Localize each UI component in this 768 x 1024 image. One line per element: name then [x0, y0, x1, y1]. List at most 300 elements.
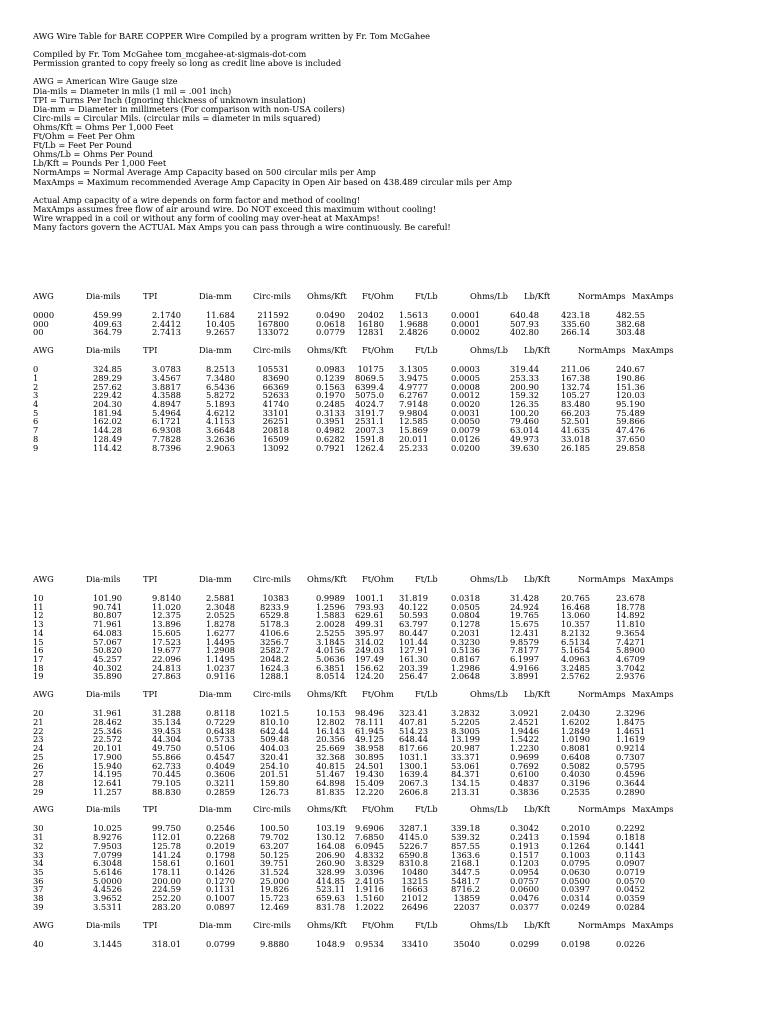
table-cell: 5.0636 [315, 654, 345, 665]
column-header: Dia-mm [199, 291, 232, 301]
table-cell: 32 [33, 840, 44, 851]
table-cell: 31 [33, 832, 44, 843]
wire-table-part-2 [0, 575, 768, 948]
table-cell: 23 [33, 734, 44, 745]
table-cell: 200.00 [151, 875, 181, 886]
table-cell: 11.810 [615, 619, 645, 630]
table-cell: 2606.8 [398, 786, 428, 797]
table-cell: 213.31 [450, 786, 480, 797]
table-cell: 3.0396 [354, 866, 384, 877]
table-cell: 12.585 [398, 416, 428, 427]
table-cell: 120.03 [615, 390, 645, 401]
table-cell: 20.356 [315, 734, 345, 745]
table-cell: 0.9989 [315, 593, 345, 603]
intro-line: Circ-mils = Circular Mils. (circular mils = diameter in mils squared) [33, 113, 321, 123]
table-cell: 0.2859 [205, 786, 235, 797]
table-cell: 3256.7 [259, 636, 289, 647]
column-header: Lb/Kft [524, 919, 551, 930]
column-header: AWG [33, 919, 54, 930]
table-cell: 19.430 [354, 769, 384, 780]
table-cell: 2.0028 [315, 619, 345, 630]
table-cell: 30 [33, 823, 44, 834]
intro-line: Ft/Lb = Feet Per Pound [33, 141, 132, 151]
table-cell: 133072 [257, 327, 289, 338]
table-cell: 523.11 [315, 884, 345, 895]
table-cell: 6.2767 [398, 390, 428, 401]
column-header: MaxAmps [632, 804, 674, 815]
table-cell: 13092 [262, 442, 289, 453]
column-header: Dia-mils [86, 689, 121, 700]
table-cell: 2.3048 [205, 601, 235, 612]
table-cell: 124.20 [354, 671, 384, 682]
table-cell: 15.605 [151, 627, 181, 638]
table-cell: 7.3480 [205, 372, 235, 383]
table-cell: 40.815 [315, 760, 345, 771]
table-cell: 83690 [262, 372, 289, 383]
table-cell: 126.35 [509, 399, 539, 410]
column-header: Ft/Ohm [362, 574, 394, 584]
table-cell: 45.257 [92, 654, 122, 665]
table-cell: 10175 [357, 364, 384, 375]
table-cell: 7.4271 [615, 636, 645, 647]
table-cell: 15.409 [354, 777, 384, 788]
table-cell: 0.1563 [315, 381, 345, 392]
table-cell: 126.73 [259, 786, 289, 797]
table-cell: 50.125 [259, 849, 289, 860]
table-cell: 12.220 [354, 786, 384, 797]
table-cell: 24.813 [151, 662, 181, 673]
table-cell: 98.496 [354, 708, 384, 719]
table-cell: 20.987 [450, 743, 480, 754]
column-header: Ft/Ohm [362, 804, 394, 815]
table-cell: 7.0799 [92, 849, 122, 860]
table-cell: 81.835 [315, 786, 345, 797]
column-header: Dia-mils [86, 345, 121, 356]
table-cell: 31.524 [259, 866, 289, 877]
table-cell: 55.866 [151, 751, 181, 762]
table-cell: 19.677 [151, 645, 181, 656]
table-cell: 2582.7 [259, 645, 289, 656]
table-cell: 16.143 [315, 725, 345, 736]
table-cell: 17.900 [92, 751, 122, 762]
table-cell: 141.24 [151, 849, 181, 860]
table-cell: 25 [33, 751, 44, 762]
table-cell: 3.7042 [615, 662, 645, 673]
column-header: Circ-mils [253, 291, 291, 301]
table-cell: 414.85 [315, 875, 345, 886]
table-cell: 100.20 [509, 407, 539, 418]
table-cell: 15.940 [92, 760, 122, 771]
table-cell: 0.1239 [315, 372, 345, 383]
table-cell: 10.357 [560, 619, 590, 630]
table-cell: 20402 [357, 310, 384, 320]
table-cell: 1.4651 [615, 725, 645, 736]
table-cell: 128.49 [92, 433, 122, 444]
table-cell: 20.765 [560, 593, 590, 603]
table-cell: 0.0126 [450, 433, 480, 444]
intro-line: Compiled by Fr. Tom McGahee tom_mcgahee-at-sigmais-dot-com [33, 50, 307, 60]
table-cell: 0.0377 [509, 901, 539, 912]
column-header-row [0, 805, 768, 815]
table-cell: 164.08 [315, 840, 345, 851]
table-cell: 0.0005 [450, 372, 480, 383]
table-cell: 63.207 [259, 840, 289, 851]
table-cell: 395.97 [354, 627, 384, 638]
table-cell: 33.371 [450, 751, 480, 762]
table-cell: 39.751 [259, 858, 289, 869]
intro-line: Dia-mils = Diameter in mils (1 mil = .001 inch) [33, 86, 232, 96]
table-cell: 1.4495 [205, 636, 235, 647]
table-cell: 12.375 [151, 610, 181, 621]
column-header: Ohms/Kft [307, 574, 347, 584]
table-cell: 364.79 [92, 327, 122, 338]
table-cell: 6590.8 [398, 849, 428, 860]
table-cell: 17 [33, 654, 44, 665]
table-cell: 9.6906 [354, 823, 384, 834]
table-cell: 810.10 [259, 716, 289, 727]
table-cell: 0.0314 [560, 893, 590, 904]
table-cell: 507.93 [509, 318, 539, 329]
intro-line: Lb/Kft = Pounds Per 1,000 Feet [33, 159, 167, 169]
table-cell: 0.1818 [615, 832, 645, 843]
table-cell: 4.0963 [560, 654, 590, 665]
table-cell: 0.0897 [205, 901, 235, 912]
table-cell: 0.1913 [509, 840, 539, 851]
table-cell: 260.90 [315, 858, 345, 869]
column-header: Circ-mils [253, 689, 291, 700]
table-cell: 101.90 [92, 593, 122, 603]
table-cell: 0.4596 [615, 769, 645, 780]
table-cell: 22037 [453, 901, 480, 912]
intro-line: MaxAmps assumes free flow of air around wire. Do NOT exceed this maximum without cooling! [33, 204, 437, 214]
table-cell: 8 [33, 433, 39, 444]
table-cell: 9.8880 [259, 938, 289, 949]
table-cell: 10.153 [315, 708, 345, 719]
table-cell: 16 [33, 645, 44, 656]
table-cell: 49.125 [354, 734, 384, 745]
column-header: Ft/Lb [415, 804, 438, 815]
table-cell: 99.750 [151, 823, 181, 834]
table-cell: 34 [33, 858, 44, 869]
table-cell: 15.869 [398, 425, 428, 436]
table-cell: 0.0954 [509, 866, 539, 877]
table-cell: 3447.5 [450, 866, 480, 877]
table-cell: 0.0779 [315, 327, 345, 338]
table-cell: 0.2268 [205, 832, 235, 843]
table-row [0, 940, 768, 949]
table-cell: 0.1007 [205, 893, 235, 904]
table-cell: 49.973 [509, 433, 539, 444]
table-cell: 0.0079 [450, 425, 480, 436]
table-cell: 2168.1 [450, 858, 480, 869]
table-cell: 33.018 [560, 433, 590, 444]
table-cell: 50.593 [398, 610, 428, 621]
column-header: Circ-mils [253, 919, 291, 930]
table-cell: 70.445 [151, 769, 181, 780]
table-cell: 423.18 [560, 310, 590, 320]
table-cell: 37.650 [615, 433, 645, 444]
table-cell: 15.675 [509, 619, 539, 630]
table-cell: 78.111 [354, 716, 384, 727]
table-cell: 0.0500 [560, 875, 590, 886]
table-cell: 28.462 [92, 716, 122, 727]
table-cell: 0.0198 [560, 938, 590, 949]
intro-line: Ohms/Lb = Ohms Per Pound [33, 150, 153, 160]
table-cell: 0 [33, 364, 39, 375]
table-cell: 79.105 [151, 777, 181, 788]
table-cell: 10.405 [205, 318, 235, 329]
table-cell: 1.6202 [560, 716, 590, 727]
table-cell: 2.4826 [398, 327, 428, 338]
table-cell: 0.4547 [205, 751, 235, 762]
table-cell: 0.9214 [615, 743, 645, 754]
table-cell: 61.945 [354, 725, 384, 736]
table-cell: 252.20 [151, 893, 181, 904]
table-cell: 18 [33, 662, 44, 673]
table-cell: 0.0359 [615, 893, 645, 904]
table-cell: 190.86 [615, 372, 645, 383]
table-cell: 26 [33, 760, 44, 771]
table-cell: 4 [33, 399, 39, 410]
table-cell: 318.01 [151, 938, 181, 949]
table-cell: 26251 [262, 416, 289, 427]
table-cell: 19.765 [509, 610, 539, 621]
table-cell: 0.1278 [450, 619, 480, 630]
table-cell: 2.7413 [151, 327, 181, 338]
table-cell: 47.476 [615, 425, 645, 436]
column-header: Ft/Lb [415, 345, 438, 356]
table-cell: 10.025 [92, 823, 122, 834]
table-cell: 3.8817 [151, 381, 181, 392]
table-cell: 132.74 [560, 381, 590, 392]
table-cell: 1021.5 [259, 708, 289, 719]
table-cell: 0.0012 [450, 390, 480, 401]
table-cell: 62.733 [151, 760, 181, 771]
table-cell: 266.14 [560, 327, 590, 338]
table-cell: 1001.1 [354, 593, 384, 603]
column-header: Ohms/Lb [470, 689, 508, 700]
table-cell: 11.257 [92, 786, 122, 797]
column-header: Ohms/Lb [470, 919, 508, 930]
table-cell: 1.5613 [398, 310, 428, 320]
table-cell: 7 [33, 425, 39, 436]
table-cell: 1.6277 [205, 627, 235, 638]
table-cell: 0.0570 [615, 875, 645, 886]
table-cell: 52.501 [560, 416, 590, 427]
table-cell: 5178.3 [259, 619, 289, 630]
table-cell: 0.5082 [560, 760, 590, 771]
table-cell: 20.101 [92, 743, 122, 754]
table-cell: 27 [33, 769, 44, 780]
table-cell: 57.067 [92, 636, 122, 647]
table-cell: 4.1153 [205, 416, 235, 427]
table-cell: 1300.1 [398, 760, 428, 771]
table-cell: 0.0804 [450, 610, 480, 621]
table-cell: 407.81 [398, 716, 428, 727]
column-header: MaxAmps [632, 291, 674, 301]
table-cell: 0.0284 [615, 901, 645, 912]
table-cell: 26.185 [560, 442, 590, 453]
table-cell: 0.7229 [205, 716, 235, 727]
column-header: AWG [33, 291, 54, 301]
table-cell: 3.9475 [398, 372, 428, 383]
table-cell: 6529.8 [259, 610, 289, 621]
table-cell: 4.3588 [151, 390, 181, 401]
table-cell: 25.000 [259, 875, 289, 886]
table-cell: 0.1970 [315, 390, 345, 401]
intro-line: Permission granted to copy freely so long as credit line above is included [33, 59, 342, 69]
table-cell: 0.2413 [509, 832, 539, 843]
table-cell: 0.1270 [205, 875, 235, 886]
table-cell: 0.0001 [450, 318, 480, 329]
table-cell: 257.62 [92, 381, 122, 392]
table-cell: 1.2022 [354, 901, 384, 912]
table-cell: 5481.7 [450, 875, 480, 886]
column-header: MaxAmps [632, 574, 674, 584]
table-cell: 253.33 [509, 372, 539, 383]
column-header: Ft/Lb [415, 919, 438, 930]
table-cell: 21012 [401, 893, 428, 904]
table-cell: 41740 [262, 399, 289, 410]
table-cell: 30.895 [354, 751, 384, 762]
table-cell: 28 [33, 777, 44, 788]
column-header: TPI [143, 345, 158, 356]
table-cell: 12.802 [315, 716, 345, 727]
table-cell: 0.6282 [315, 433, 345, 444]
table-cell: 2.3296 [615, 708, 645, 719]
table-cell: 0.2890 [615, 786, 645, 797]
table-cell: 629.61 [354, 610, 384, 621]
table-cell: 0.3606 [205, 769, 235, 780]
table-cell: 0.9534 [354, 938, 384, 949]
table-cell: 0.0226 [615, 938, 645, 949]
table-cell: 4.4526 [92, 884, 122, 895]
table-row [0, 328, 768, 337]
table-cell: 13.896 [151, 619, 181, 630]
table-cell: 80.807 [92, 610, 122, 621]
table-cell: 24.501 [354, 760, 384, 771]
table-cell: 0.0490 [315, 310, 345, 320]
table-cell: 0.0757 [509, 875, 539, 886]
table-cell: 3.2485 [560, 662, 590, 673]
column-header: Ohms/Lb [470, 804, 508, 815]
table-cell: 1.9116 [354, 884, 384, 895]
table-cell: 9.2657 [205, 327, 235, 338]
table-cell: 31.288 [151, 708, 181, 719]
table-cell: 0.0907 [615, 858, 645, 869]
column-header: NormAmps [578, 345, 626, 356]
table-cell: 2.0430 [560, 708, 590, 719]
table-cell: 66.203 [560, 407, 590, 418]
table-cell: 35 [33, 866, 44, 877]
table-cell: 112.01 [151, 832, 181, 843]
column-header-row [0, 690, 768, 700]
table-cell: 2531.1 [354, 416, 384, 427]
table-cell: 44.304 [151, 734, 181, 745]
table-cell: 3.1305 [398, 364, 428, 375]
table-cell: 1.8278 [205, 619, 235, 630]
table-cell: 7.8177 [509, 645, 539, 656]
table-cell: 0.3133 [315, 407, 345, 418]
table-cell: 12.431 [509, 627, 539, 638]
table-cell: 1262.4 [354, 442, 384, 453]
table-cell: 25.233 [398, 442, 428, 453]
column-header: Circ-mils [253, 574, 291, 584]
table-cell: 3 [33, 390, 39, 401]
table-cell: 178.11 [151, 866, 181, 877]
table-cell: 17.523 [151, 636, 181, 647]
table-cell: 9.9804 [398, 407, 428, 418]
table-cell: 0.6438 [205, 725, 235, 736]
table-cell: 339.18 [450, 823, 480, 834]
column-header: TPI [143, 804, 158, 815]
table-cell: 0.0719 [615, 866, 645, 877]
table-cell: 817.66 [398, 743, 428, 754]
table-cell: 3287.1 [398, 823, 428, 834]
table-cell: 1.2986 [450, 662, 480, 673]
column-header: AWG [33, 345, 54, 356]
table-cell: 382.68 [615, 318, 645, 329]
table-cell: 20 [33, 708, 44, 719]
table-cell: 0.3042 [509, 823, 539, 834]
table-cell: 13.199 [450, 734, 480, 745]
table-cell: 8.7396 [151, 442, 181, 453]
intro-line: Many factors govern the ACTUAL Max Amps you can pass through a wire continuously. Be careful! [33, 222, 451, 232]
column-header: Ohms/Kft [307, 919, 347, 930]
table-cell: 8.9276 [92, 832, 122, 843]
column-header: NormAmps [578, 291, 626, 301]
table-cell: 1.5422 [509, 734, 539, 745]
table-cell: 642.44 [259, 725, 289, 736]
table-cell: 2048.2 [259, 654, 289, 665]
table-cell: 204.30 [92, 399, 122, 410]
table-cell: 1639.4 [398, 769, 428, 780]
table-cell: 2.5255 [315, 627, 345, 638]
table-cell: 161.30 [398, 654, 428, 665]
table-cell: 402.80 [509, 327, 539, 338]
column-header: Ft/Ohm [362, 345, 394, 356]
intro-line: Dia-mm = Diameter in millimeters (For comparison with non-USA coilers) [33, 104, 345, 114]
table-cell: 12831 [357, 327, 384, 338]
table-cell: 18.778 [615, 601, 645, 612]
table-cell: 159.32 [509, 390, 539, 401]
table-cell: 151.36 [615, 381, 645, 392]
table-cell: 127.91 [398, 645, 428, 656]
table-cell: 158.61 [151, 858, 181, 869]
table-cell: 41.635 [560, 425, 590, 436]
table-cell: 0.0600 [509, 884, 539, 895]
table-cell: 181.94 [92, 407, 122, 418]
intro-line: Ft/Ohm = Feet Per Ohm [33, 132, 135, 142]
table-cell: 105531 [257, 364, 289, 375]
table-cell: 2.0648 [450, 671, 480, 682]
table-cell: 1.2596 [315, 601, 345, 612]
table-cell: 3.2636 [205, 433, 235, 444]
column-header: Ft/Ohm [362, 919, 394, 930]
column-header: AWG [33, 804, 54, 815]
table-cell: 35.890 [92, 671, 122, 682]
table-cell: 4.6212 [205, 407, 235, 418]
table-cell: 79.460 [509, 416, 539, 427]
column-header: Dia-mils [86, 291, 121, 301]
column-header: NormAmps [578, 804, 626, 815]
table-cell: 101.44 [398, 636, 428, 647]
table-cell: 7.9148 [398, 399, 428, 410]
table-cell: 0.0020 [450, 399, 480, 410]
table-cell: 640.48 [509, 310, 539, 320]
table-cell: 197.49 [354, 654, 384, 665]
table-cell: 13.060 [560, 610, 590, 621]
